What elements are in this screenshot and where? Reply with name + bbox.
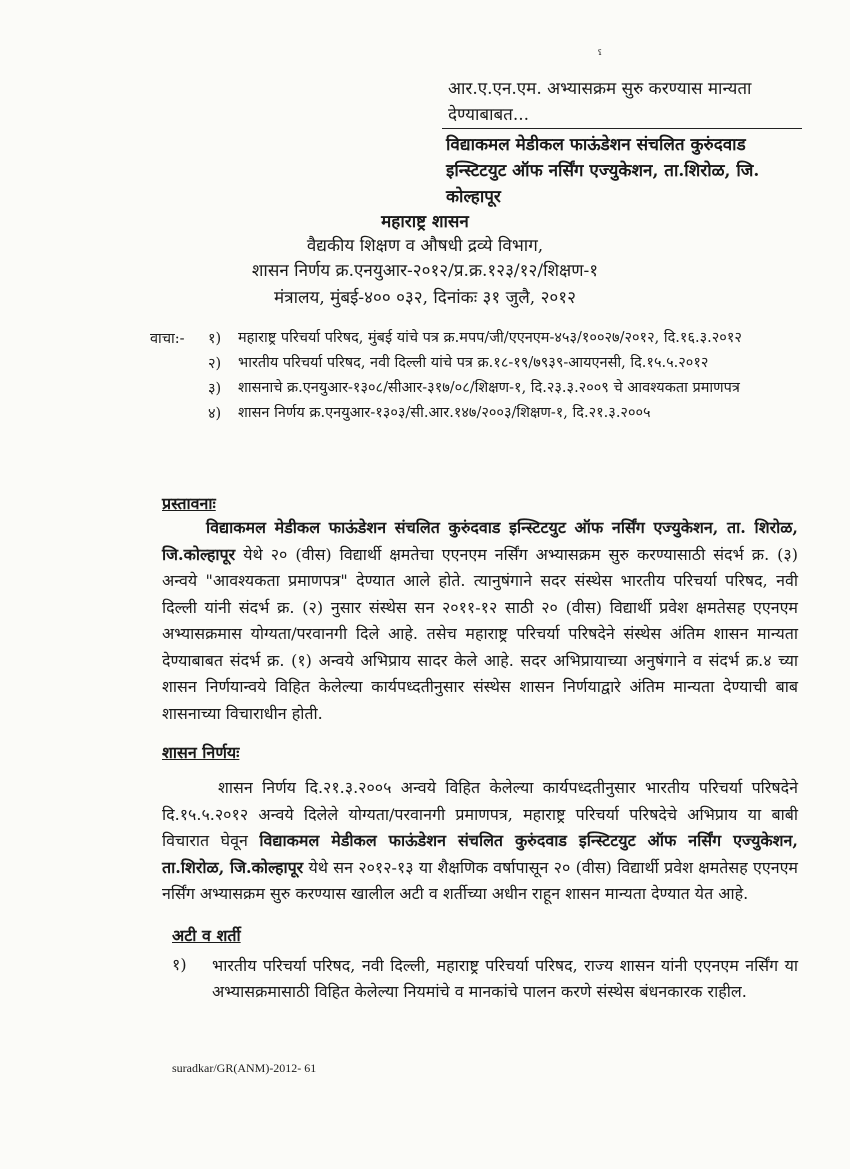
decision-institute: विद्याकमल मेडीकल फाऊंडेशन संचलित कुरुंदवाड इन्स्टिटयुट ऑफ नर्सिंग एज्युकेशन, ता.शिरोळ, जि.कोल्हापूर bbox=[162, 831, 798, 877]
reference-text: शासन निर्णय क्र.एनयुआर-१३०३/सी.आर.१४७/२००३/शिक्षण-१, दि.२१.३.२००५ bbox=[238, 405, 651, 421]
gr-number: शासन निर्णय क्र.एनयुआर-२०१२/प्र.क्र.१२३/१२/शिक्षण-१ bbox=[251, 261, 599, 281]
condition-item bbox=[172, 953, 798, 1005]
government-name: महाराष्ट्र शासन bbox=[381, 212, 469, 232]
reference-text: भारतीय परिचर्या परिषद, नवी दिल्ली यांचे पत्र क्र.१८-१९/७९३९-आयएनसी, दि.१५.५.२०१२ bbox=[238, 355, 709, 371]
reference-text: महाराष्ट्र परिचर्या परिषद, मुंबई यांचे पत्र क्र.मपप/जी/एएनएम-४५३/१००२७/२०१२, दि.१६.३.२०१२ bbox=[238, 330, 742, 346]
reference-number: २) bbox=[208, 356, 222, 372]
condition-text: भारतीय परिचर्या परिषद, नवी दिल्ली, महाराष्ट्र परिचर्या परिषद, राज्य शासन यांनी एएनएम नर्सिंग या अभ्यासक्रमासाठी विहित केलेल्या नियमांचे व मानकांचे पालन करणे संस्थेस बंधनकारक राहील. bbox=[212, 956, 798, 1001]
condition-number: १) bbox=[172, 955, 187, 974]
reference-number: १) bbox=[208, 331, 222, 347]
references-label: वाचा:- bbox=[150, 331, 185, 347]
references bbox=[150, 328, 790, 428]
file-reference: suradkar/GR(ANM)-2012- 61 bbox=[172, 1061, 317, 1075]
preamble-heading: प्रस्तावनाः bbox=[162, 494, 216, 513]
reference-text: शासनाचे क्र.एनयुआर-१३०८/सीआर-३१७/०८/शिक्षण-१, दि.२३.३.२००९ चे आवश्यकता प्रमाणपत्र bbox=[238, 380, 740, 396]
department-name: वैद्यकीय शिक्षण व औषधी द्रव्ये विभाग, bbox=[306, 236, 544, 256]
reference-number: ४) bbox=[208, 406, 222, 422]
reference-item bbox=[150, 353, 790, 374]
decision-paragraph bbox=[162, 775, 798, 908]
reference-item bbox=[150, 328, 790, 349]
reference-item bbox=[150, 403, 790, 424]
decision-body-before: शासन निर्णय दि.२१.३.२००५ अन्वये विहित केलेल्या कार्यपध्दतीनुसार भारतीय परिचर्या परिषदेने दि.१५.५.२०१२ अन्वये दिलेले योग्यता/परवानगी प्रमाणपत्र, महाराष्ट्र परिचर्या परिषदेचे अभिप्राय या बाबी विचारात घेवून bbox=[162, 778, 798, 850]
preamble-institute: विद्याकमल मेडीकल फाऊंडेशन संचलित कुरुंदवाड इन्स्टिटयुट ऑफ नर्सिंग एज्युकेशन, ता. शिरोळ, जि.कोल्हापूर bbox=[162, 518, 798, 564]
institute-name: विद्याकमल मेडीकल फाऊंडेशन संचलित कुरुंदवाड इन्स्टिटयुट ऑफ नर्सिंग एज्युकेशन, ता.शिरोळ, जि. कोल्हापूर bbox=[446, 135, 760, 207]
government-header bbox=[0, 210, 850, 312]
subject-line: आर.ए.एन.एम. अभ्यासक्रम सुरु करण्यास मान्यता देण्याबाबत... bbox=[448, 79, 752, 125]
reference-item bbox=[150, 378, 790, 399]
decision-body-after: येथे सन २०१२-१३ या शैक्षणिक वर्षापासून २० (वीस) विद्यार्थी प्रवेश क्षमतेसह एएनएम नर्सिंग अभ्यासक्रम सुरु करण्यास खालील अटी व शर्तीच्या अधीन राहून शासन मान्यता देण्यात येत आहे. bbox=[162, 857, 798, 903]
reference-number: ३) bbox=[208, 381, 222, 397]
preamble-paragraph bbox=[162, 515, 798, 727]
subject-divider bbox=[442, 128, 802, 129]
place-date: मंत्रालय, मुंबई-४०० ०३२, दिनांकः ३१ जुलै, २०१२ bbox=[274, 288, 576, 308]
page-mark: ˁ bbox=[598, 48, 602, 64]
conditions-heading: अटी व शर्ती bbox=[172, 926, 241, 945]
decision-heading: शासन निर्णयः bbox=[162, 743, 240, 762]
preamble-body: येथे २० (वीस) विद्यार्थी क्षमतेचा एएनएम नर्सिंग अभ्यासक्रम सुरु करण्यासाठी संदर्भ क्र. (३) अन्वये "आवश्यकता प्रमाणपत्र" देण्यात आले होते. त्यानुषंगाने सदर संस्थेस भारतीय परिचर्या परिषद, नवी दिल्ली यांनी संदर्भ क्र. (२) नुसार संस्थेस सन २०११-१२ साठी २० (वीस) विद्यार्थी प्रवेश क्षमतेसह एएनएम अभ्यासक्रमास योग्यता/परवानगी दिले आहे. तसेच महाराष्ट्र परिचर्या परिषदेने संस्थेस अंतिम शासन मान्यता देण्याबाबत संदर्भ क्र. (१) अन्वये अभिप्राय सादर केले आहे. सदर अभिप्रायाच्या अनुषंगाने व संदर्भ क्र.४ च्या शासन निर्णयान्वये विहित केलेल्या कार्यपध्दतीनुसार संस्थेस शासन निर्णयाद्वारे अंतिम मान्यता देण्याची बाब शासनाच्या विचाराधीन होती. bbox=[162, 544, 798, 723]
